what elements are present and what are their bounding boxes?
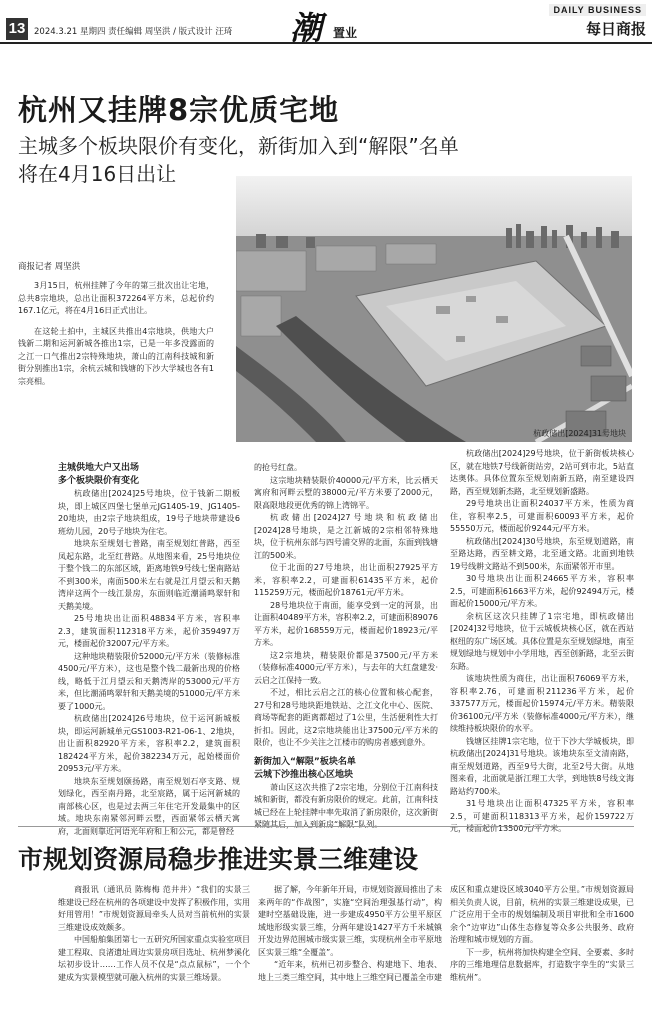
col3-paragraph: 该地块性质为商住，出让面积76069平方米，容积率2.76，可建面积211236平方米，起价337577万元，楼面起价15974元/平方米。精装限价36100元/平方米（装修标准4000元/平方米），继续维持板块限价的水平。: [450, 674, 634, 733]
article1-column-3: [450, 448, 634, 836]
article2-paragraph: 商报讯（通讯员 陈梅梅 范井井）“我们的实景三维建设已经在杭州的各项建设中发挥了积极作用，实用好用管用！”市规划资源局牵头人员对当前杭州的实景三维建设成效颇多。: [58, 885, 250, 932]
article1-subhead-line2: 将在4月16日出让: [18, 162, 177, 186]
col3-paragraph: 31号地块出让面积47325平方米，容积率2.5，可建面积118313平方米，起价159722万元，楼面起价13500元/平方米。: [450, 799, 634, 833]
col1-paragraph: 杭政储出[2024]25号地块，位于钱新二期板块，即上城区四堡七堡单元JG1405-19、JG1405-20地块，由2宗子地块组成，19号子地块带建设6班幼儿园，20号子地块为住宅。: [58, 489, 240, 536]
col3-paragraph: 杭政储出[2024]29号地块，位于新街板块核心区，就在地铁7号线新街站旁，2站可到市北，5站直达奥体。具体位置东至规划南新五路，南至建设四路，西至规划新杰路，北至规划新盛路。: [450, 449, 634, 496]
col2-subtitle-1: 新街加入“解限”板块名单: [254, 756, 356, 767]
col3-paragraph: 杭政储出[2024]30号地块，东至规划道路，南至路达路，西至耕文路，北至通文路。北面到地铁19号线耕文路站不到500米，东面紧邻开市里。: [450, 536, 634, 571]
col2-paragraph: 28号地块位于南面，能享受到一定的河景，出让面积40489平方米，容积率2.2，可建面积89076平方米，起价168559万元，楼面起价18923元/平方米。: [254, 600, 438, 647]
col1-paragraph: 地块东至规划颐扬路，南至规划石亭支路、规划绿化，西至南丹路，北至宸路，属于运河新城的南部核心区，也是过去两三年住宅开发最集中的区域。地块东南紧邻河畔云墅，西面紧邻云栖天寓府，北面则靠近河语光年府和上和公元，都是曾经: [58, 776, 240, 836]
paper-name-cn: 每日商报: [585, 20, 646, 38]
aerial-photo-image: [236, 176, 632, 442]
issue-info: 2024.3.21 星期四 责任编辑 周坚洪 / 版式设计 汪琦: [34, 27, 233, 37]
article2-paragraph: 下一步，杭州将加快构建全空间、全要素、多时序的三维地理信息数据库，打造数字孪生的“实景三维杭州”。: [450, 947, 634, 982]
section-mark: 潮: [290, 9, 321, 47]
col2-paragraph: 萧山区这次共推了2宗宅地，分别位于江南科技城和新街，都没有新房限价的规定。此前，江南科技城已经在上轮挂牌中率先取消了新房限价，这次新街紧随其后，加入到新房“解限”队列。: [254, 782, 438, 829]
col1-subtitle-1: 主城供地大户又出场: [58, 463, 140, 473]
col2-paragraph: 不过，相比云启之江的核心位置和核心配套，27号和28号地块距地铁站、之江文化中心、医院、商场等配套的距离都超过了1公里，生活便利性大打折扣。因此，这2宗地块能出让37500元/平方米的限价，也让不少关注之江楼市的购房者感到意外。: [254, 688, 438, 747]
article2-paragraph: 成区和重点建设区域3040平方公里。”市规划资源局相关负责人说，目前，杭州的实景三维建设成果，已广泛应用于全市的规划编制及项目审批和全市1600余个“边审边”山体生态修复等众多公共服务、政府治理和城市规划的方面。: [450, 885, 634, 944]
photo-caption: 杭政储出[2024]31号地块: [533, 429, 626, 438]
article1-headline: 杭州又挂牌8宗优质宅地: [18, 93, 340, 127]
page-number: 13: [6, 18, 28, 40]
col1-paragraph: 25号地块出让面积48834平方米，容积率2.3，建筑面积112318平方米，起价359497万元，楼面起价32007元/平方米。: [58, 614, 240, 648]
col2-paragraph: 的抢号红盘。: [254, 463, 302, 472]
article2-paragraph: 据了解，今年新年开局，市规划资源局推出了未来两年的“作战图”，实施“空间治理强基行动”，构建时空基础设施，进一步建成4950平方公里平原区域地形级实景三维，分两年建设1427平方千米城镇开发边界范围城市级实景三维，实现杭州全市平原地区实景三维“全覆盖”。: [258, 885, 442, 957]
article1-column-2: [254, 462, 438, 832]
masthead: [0, 0, 652, 47]
col2-paragraph: 位于北面的27号地块，出让面积27925平方米，容积率2.2，可建面积61435平方米，起价115259万元，楼面起价18761元/平方米。: [254, 563, 438, 597]
col2-paragraph: 这2宗地块，精装限价都是37500元/平方米（装修标准4000元/平方米），与去年的大红盘建发·云启之江保持一致。: [254, 650, 438, 685]
col2-paragraph: 这宗地块精装限价40000元/平方米，比云栖天寓府和河畔云墅的38000元/平方米要了2000元，限高限地段更优秀的锦上湾锦平。: [254, 475, 438, 510]
intro-text: [18, 280, 214, 388]
col1-paragraph: 这种地块精装限价52000元/平方米（装修标准4500元/平方米），这也是整个钱二最新出现的价格线，略低于江月望云和天鹅湾岸的53000元/平方米，但比潮涌鸣翠轩和天鹅美境的51000元/平方米要了1000元。: [58, 651, 240, 711]
article2-headline: 市规划资源局稳步推进实景三维建设: [18, 845, 419, 874]
aerial-photo: [236, 176, 632, 442]
col1-paragraph: 杭政储出[2024]26号地块，位于运河新城板块，即运河新城单元GS1003-R21-06-1、2地块，出让面积82920平方米，容积率2.2，建筑面积182424平方米，起价382234万元，起始楼面价20953元/平方米。: [58, 714, 240, 773]
article2-paragraph: “近年来，杭州已初步整合、构建地下、地表、地上三类三维空间，其中地上三维空间已覆盖全市建: [258, 960, 442, 982]
section-divider: [18, 826, 634, 827]
col2-paragraph: 杭政储出[2024]27号地块和杭政储出[2024]28号地块，是之江新城的2宗相邻特殊地块，位于杭州东部与四号浦交界的北面，东面到钱塘江的500米。: [254, 513, 438, 560]
intro-paragraph-1: 3月15日，杭州挂牌了今年的第三批次出让宅地，总共8宗地块，总出让面积372264平方米，总起价约167.1亿元，将在4月16日正式出让。: [18, 281, 214, 315]
col3-paragraph: 余杭区这次只挂牌了1宗宅地，即杭政储出[2024]32号地块，位于云城板块核心区，就在西站枢纽的东广场区域。具体位置是东至规划绿地，南至规划绿地与规划中小学用地，西至创新路，北至云街东路。: [450, 611, 634, 671]
article1-column-1: [58, 462, 240, 838]
article1-subhead-line1: 主城多个板块限价有变化，新街加入到“解限”名单: [18, 134, 459, 158]
col1-paragraph: 地块东至规划七普路，南至规划红普路，西至凤起东路，北至红普路。从地图来看，25号地块位于整个钱二的东部区域，距离地铁9号线七堡南路站不到300米，南面500米左右就是江月望云和天鹅湾岸这两个一线江景房，东面则临近潮涌鸣翠轩和天鹅美境。: [58, 539, 240, 611]
intro-paragraph-2: 在这轮土拍中，主城区共推出4宗地块，供地大户钱新二期和运河新城各推出1宗，已是一年多没露面的之江一口气推出2宗特殊地块，萧山的江南科技城和新街分别推出1宗，余杭云城和钱塘的下沙大学城也各有1宗亮相。: [18, 326, 214, 386]
col3-paragraph: 30号地块出让面积24665平方米，容积率2.5，可建面积61663平方米，起价92494万元，楼面起价15000元/平方米。: [450, 574, 634, 608]
article2-column-2: [258, 884, 442, 984]
article2-column-3: [450, 884, 634, 984]
col1-subtitle-2: 多个板块限价有变化: [58, 476, 140, 486]
col3-paragraph: 钱塘区挂牌1宗宅地，位于下沙大学城板块，即杭政储出[2024]31号地块。该地块东至文清南路，南至规划道路，西至9号大街，北至2号大街。从地图来看，北面就是浙江理工大学，到地铁8号线文海路站约700米。: [450, 736, 634, 796]
byline: 商报记者 周坚洪: [18, 262, 81, 272]
paper-name-en: DAILY BUSINESS: [549, 4, 646, 16]
col3-paragraph: 29号地块出让面积24037平方米，性质为商住，容积率2.5，可建面积60093平方米，起价55550万元，楼面起价9244元/平方米。: [450, 499, 634, 533]
col2-subtitle-2: 云城下沙推出核心区地块: [254, 769, 354, 780]
article2-paragraph: 中国船舶集团第七一五研究所国家重点实验室项目建工程取、良渚遗址周边实景房项目选址、杭州梦溪化坛初步设计……工作人员不仅是“点点鼠标”，一个个建成为实景模型就可融入杭州的实景三维场景。: [58, 935, 250, 982]
section-label: 置业: [333, 26, 358, 40]
article2-column-1: [58, 884, 250, 984]
